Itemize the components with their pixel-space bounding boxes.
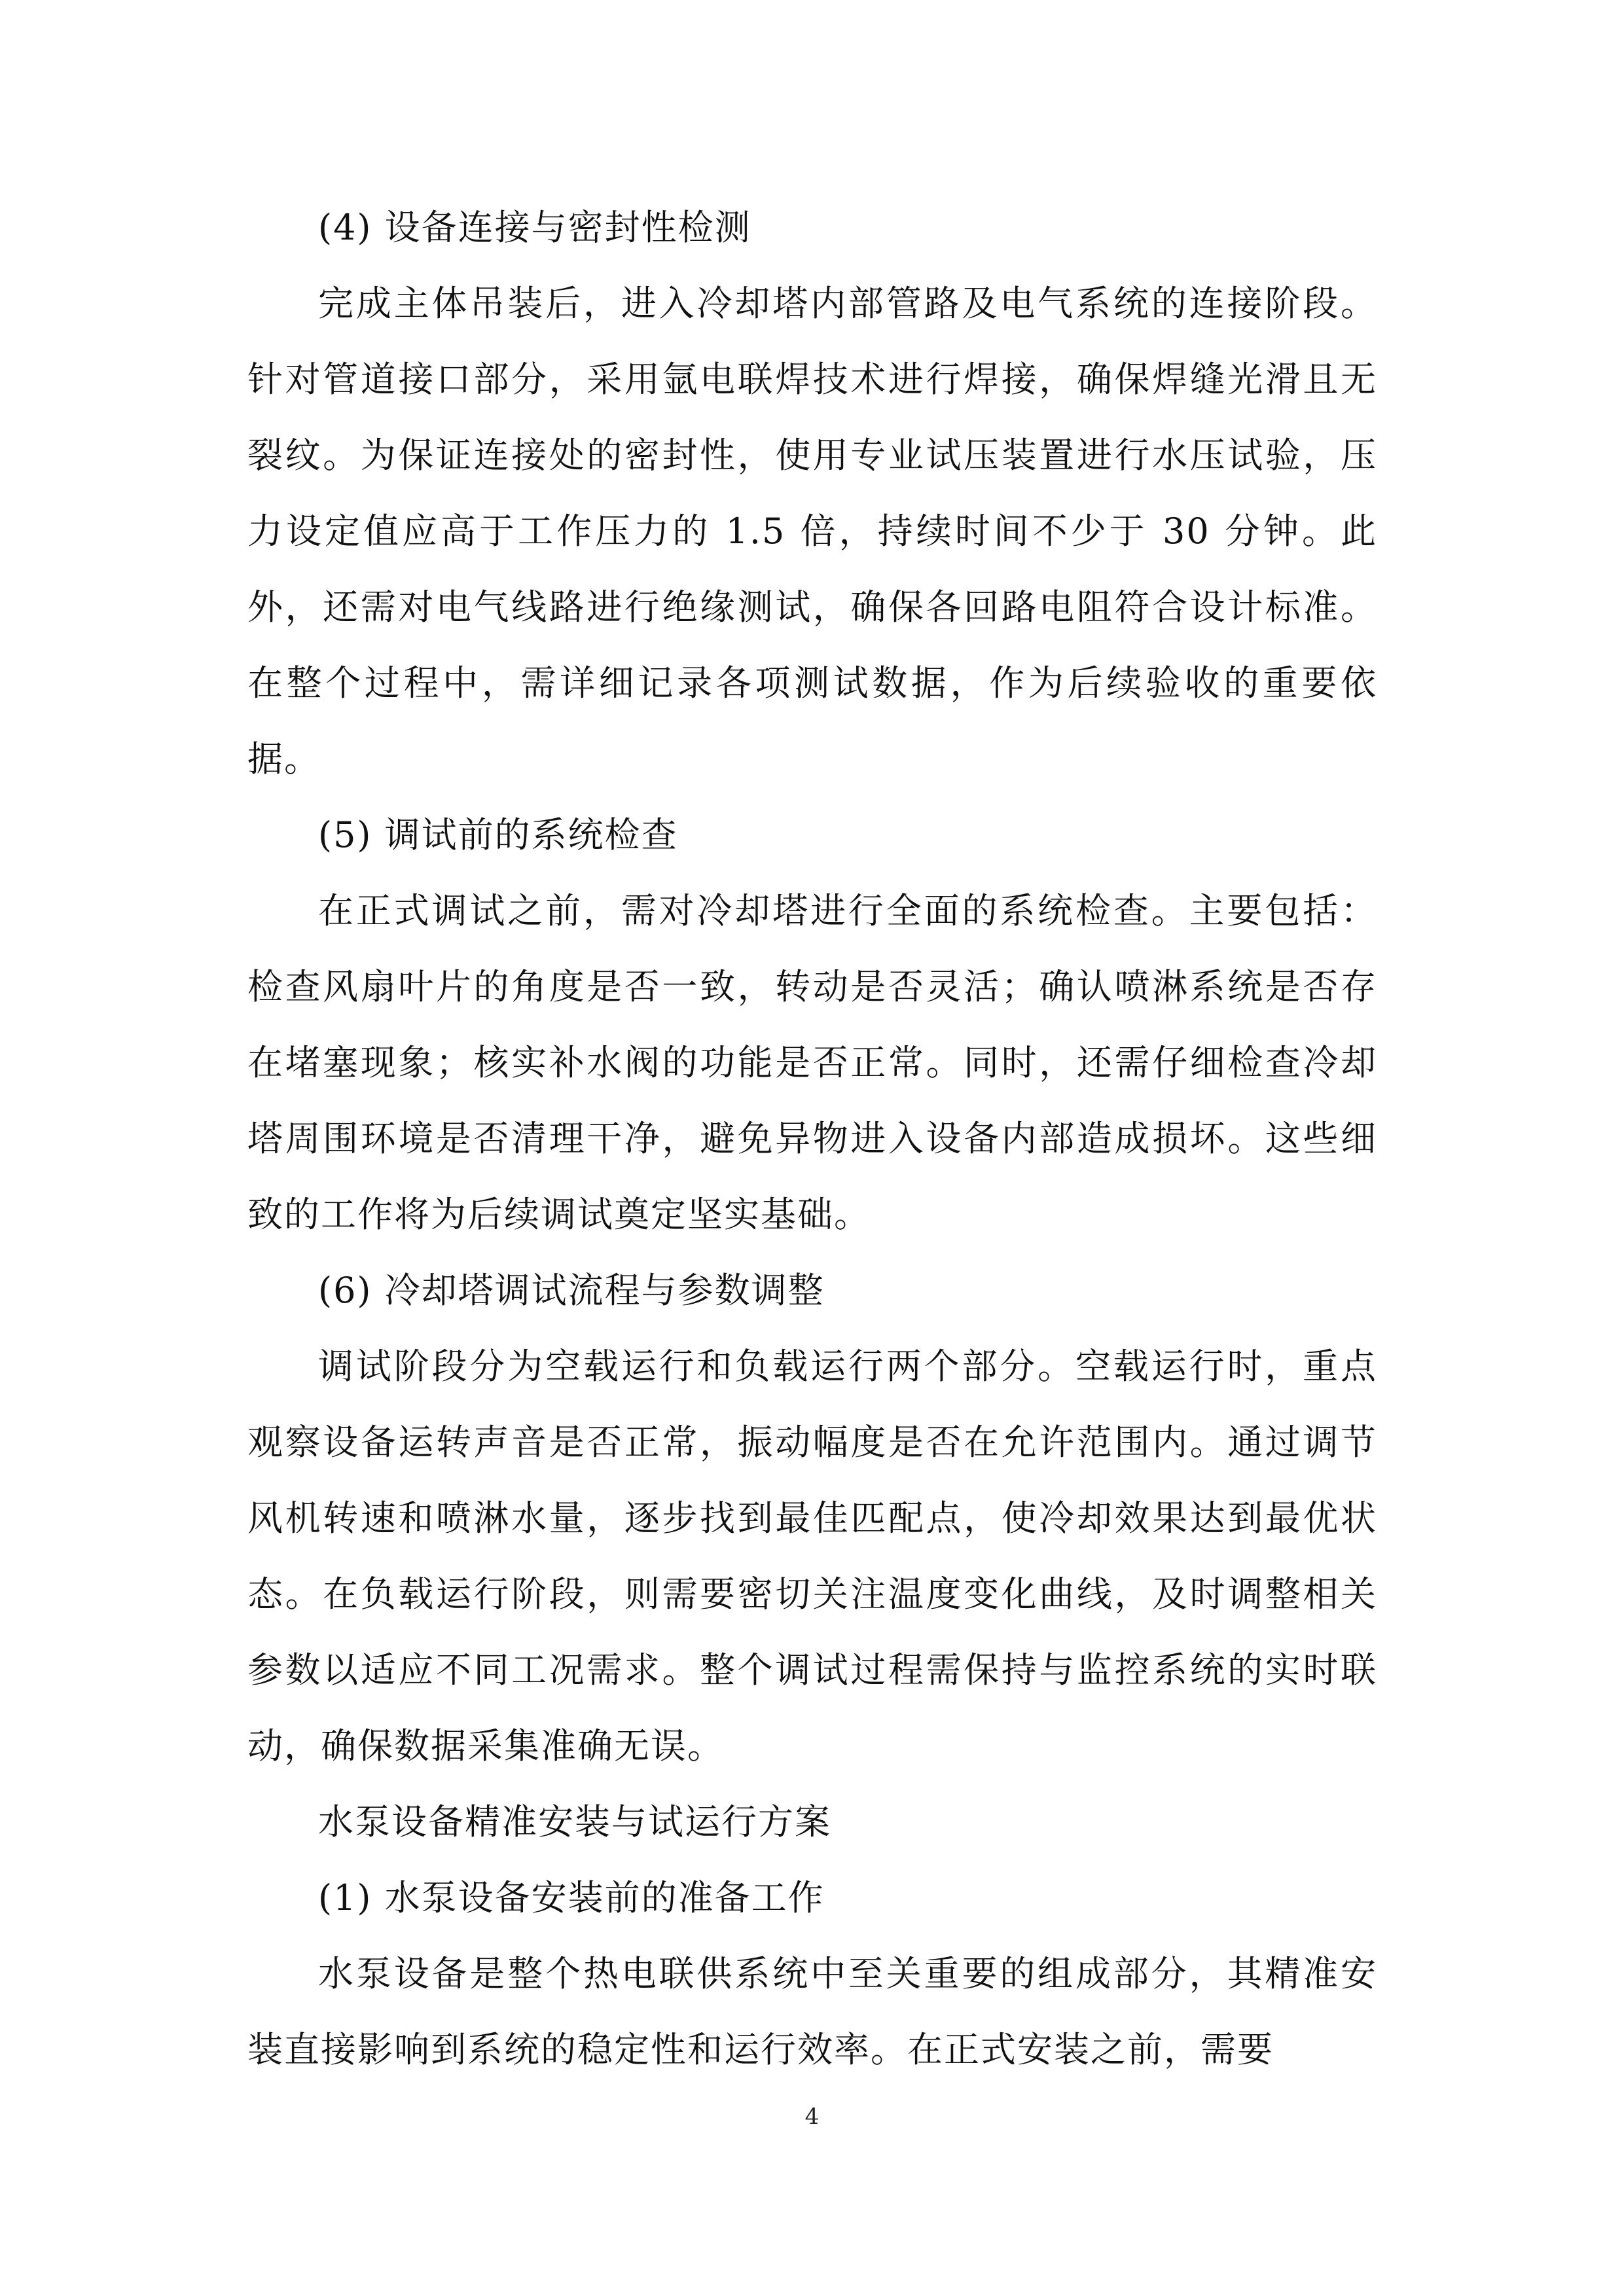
section-paragraph-5: 在正式调试之前，需对冷却塔进行全面的系统检查。主要包括：检查风扇叶片的角度是否一致，转动是否灵活；确认喷淋系统是否存在堵塞现象；核实补水阀的功能是否正常。同时，还需仔细检查冷却塔周围环境是否清理干净，避免异物进入设备内部造成损坏。这些细致的工作将为后续调试奠定坚实基础。 bbox=[247, 890, 1377, 1235]
section-title-water-pump: 水泵设备精准安装与试运行方案 bbox=[318, 1801, 831, 1842]
subsection-heading-1: (1) 水泵设备安装前的准备工作 bbox=[318, 1877, 825, 1918]
section-paragraph-4: 完成主体吊装后，进入冷却塔内部管路及电气系统的连接阶段。针对管道接口部分，采用氩电联焊技术进行焊接，确保焊缝光滑且无裂纹。为保证连接处的密封性，使用专业试压装置进行水压试验，压力设定值应高于工作压力的 1.5 倍，持续时间不少于 30 分钟。此外，还需对电气线路进行绝缘测试，确保各回路电阻符合设计标准。在整个过程中，需详细记录各项测试数据，作为后续验收的重要依据。 bbox=[247, 283, 1377, 780]
page-body bbox=[247, 190, 1377, 2088]
section-heading-4: (4) 设备连接与密封性检测 bbox=[318, 207, 751, 248]
section-paragraph-6: 调试阶段分为空载运行和负载运行两个部分。空载运行时，重点观察设备运转声音是否正常，振动幅度是否在允许范围内。通过调节风机转速和喷淋水量，逐步找到最佳匹配点，使冷却效果达到最优状态。在负载运行阶段，则需要密切关注温度变化曲线，及时调整相关参数以适应不同工况需求。整个调试过程需保持与监控系统的实时联动，确保数据采集准确无误。 bbox=[247, 1346, 1377, 1767]
section-heading-6: (6) 冷却塔调试流程与参数调整 bbox=[318, 1270, 825, 1311]
page-number: 4 bbox=[804, 2104, 820, 2130]
subsection-paragraph-1: 水泵设备是整个热电联供系统中至关重要的组成部分，其精准安装直接影响到系统的稳定性和运行效率。在正式安装之前，需要 bbox=[247, 1953, 1377, 2070]
section-heading-5: (5) 调试前的系统检查 bbox=[318, 814, 678, 855]
